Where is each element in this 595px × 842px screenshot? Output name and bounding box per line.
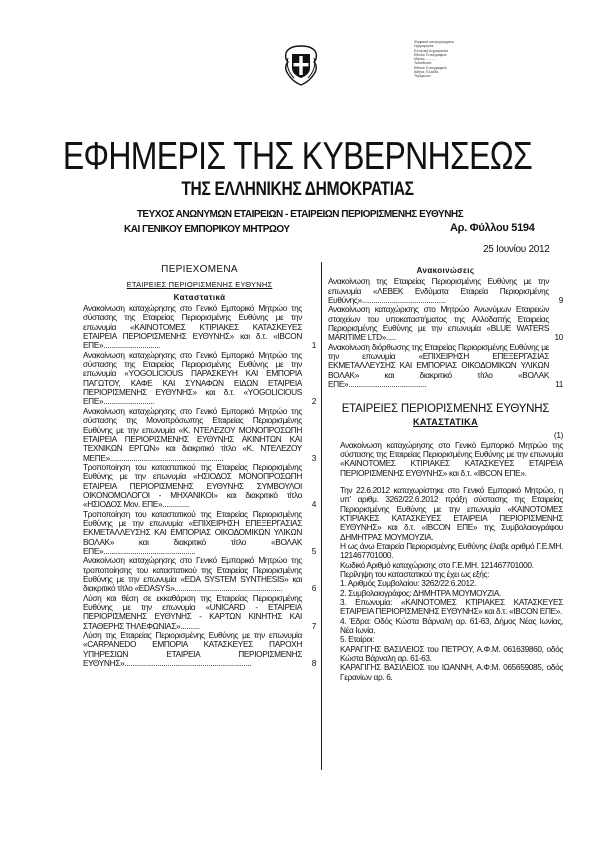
digital-signature-stamp — [414, 40, 460, 79]
body-list-item: 5. Εταίροι: — [340, 634, 375, 645]
entry-text: Ανακοίνωση καταχώρησης στο Γενικό Εμπορικό Μητρώο της τροποποίησης του καταστατικού της Εταιρείας Περιορισμένης Ευθύνης με την επωνυμία «EDA SYSTEM SYNTHESIS» και διακριτικό τίτλο «EDASYS»....................................................... — [83, 555, 302, 594]
main-column — [328, 266, 563, 682]
entry-text: Λύση της Εταιρείας Περιορισμένης Ευθύνης με την επωνυμία «CARPANEDO ΕΜΠΟΡΙΑ ΚΑΤΑΣΚΕΥΕΣ ΠΑΡΟΧΗ ΥΠΗΡΕΣΙΩΝ ΕΤΑΙΡΕΙΑ ΠΕΡΙΟΡΙΣΜΕΝΗΣ ΕΥΘΥΝΗΣ»................................................................. — [83, 630, 302, 669]
contents-entry[interactable] — [83, 351, 316, 407]
entry-page: 6 — [311, 583, 316, 594]
body-paragraph: Κωδικό Αριθμό καταχώρισης στο Γ.Ε.ΜΗ. 121467701000. — [340, 559, 534, 570]
body-list-item: 3. Επωνυμία: «ΚΑΙΝΟΤΟΜΕΣ ΚΤΙΡΙΑΚΕΣ ΚΑΤΑΣΚΕΥΕΣ ΕΤΑΙΡΕΙΑ ΠΕΡΙΟΡΙΣΜΕΝΗΣ ΕΥΘΥΝΗΣ» και δ.τ. «IBCON ΕΠΕ». — [340, 597, 563, 617]
contents-entry[interactable] — [83, 463, 316, 510]
stamp-line: Τοποθεσία: — [414, 61, 432, 66]
contents-entry[interactable] — [83, 510, 316, 557]
entry-text: Ανακοίνωση καταχώρισης στο Μητρώο Ανωνύμων Εταιρειών στοιχείων του υποκαταστήματος της Αλλοδαπής Εταιρείας Περιορισμένης Ευθύνης με την επωνυμία «BLUE WATERS MARITIME LTD»..... — [328, 304, 549, 343]
entry-page: 8 — [311, 658, 316, 669]
body-list-item: ΚΑΡΑΓΙΓΗΣ ΒΑΣΙΛΕΙΟΣ του ΠΕΤΡΟΥ, Α.Φ.Μ. 061639860, οδός Κώστα Βάρναλη αρ. 61-63. — [340, 643, 563, 664]
entry-text: Ανακοίνωση της Εταιρείας Περιορισμένης Ευθύνης με την επωνυμία «ΛΕΒΕΚ Ενδύματα Εταιρεία Περιορισμένης Ευθύνης»........................................... — [328, 276, 549, 306]
stamp-line: Ημερομηνία: — [414, 44, 435, 49]
contents-entry[interactable] — [83, 304, 316, 351]
stamp-line: Μήνας: .......... — [414, 57, 437, 62]
stamp-line: Αθήνα, Ελλάδα — [414, 70, 439, 75]
stamp-line: Εθνικό Τυπογραφείο — [414, 52, 447, 57]
contents-heading: ΠΕΡΙΕΧΟΜΕΝΑ — [161, 264, 238, 275]
entry-text: Ανακοίνωση διόρθωσης της Εταιρείας Περιορισμένης Ευθύνης με την επωνυμία «ΕΠΙΧΕΙΡΗΣΗ ΕΠΕΞΕΡΓΑΣΙΑΣ ΕΚΜΕΤΑΛΛΕΥΣΗΣ ΚΑΙ ΕΜΠΟΡΙΑΣ ΟΙΚΟΔΟΜΙΚΩΝ ΥΛΙΚΩΝ ΒΟΛΑΚ» και διακριτικό τίτλο «ΒΟΛΑΚ ΕΠΕ»........................................ — [328, 341, 549, 390]
body-section-heading: ΕΤΑΙΡΕΙΕΣ ΠΕΡΙΟΡΙΣΜΕΝΗΣ ΕΥΘΥΝΗΣ — [341, 403, 550, 416]
entry-page: 2 — [311, 396, 316, 407]
entry-text: Τροποποίηση του καταστατικού της Εταιρείας Περιορισμένης Ευθύνης με την επωνυμία «ΕΠΙΧΕΙΡΗΣΗ ΕΠΕΞΕΡΓΑΣΙΑΣ ΕΚΜΕΤΑΛΛΕΥΣΗΣ ΚΑΙ ΕΜΠΟΡΙΑΣ ΟΙΚΟΔΟΜΙΚΩΝ ΥΛΙΚΩΝ ΒΟΛΑΚ» και διακριτικό τίτλο «ΒΟΛΑΚ ΕΠΕ»............................................... — [83, 508, 302, 556]
entry-text: Ανακοίνωση καταχώρησης στο Γενικό Εμπορικό Μητρώο της σύστασης της Εταιρείας Περιορισμένης Ευθύνης με την επωνυμία «YOGOLICIOUS ΠΑΡΑΣΚΕΥΗ ΚΑΙ ΕΜΠΟΡΙΑ ΠΑΓΩΤΟΥ, ΚΑΦΕ ΚΑΙ ΣΥΝΑΦΩΝ ΕΙΔΩΝ ΕΤΑΙΡΕΙΑ ΠΕΡΙΟΡΙΣΜΕΝΗΣ ΕΥΘΥΝΗΣ» και δ.τ. «YOGOLICIOUS ΕΠΕ».......................... — [83, 349, 302, 407]
body-paragraph: Περίληψη του καταστατικού της έχει ως εξής: — [340, 568, 490, 579]
notice-number: (1) — [553, 430, 563, 441]
entry-page: 5 — [311, 545, 316, 556]
entry-text: Ανακοίνωση καταχώρησης στο Γενικό Εμπορικό Μητρώο της σύστασης της Εταιρείας Περιορισμένης Ευθύνης με την επωνυμία «ΚΑΙΝΟΤΟΜΕΣ ΚΤΙΡΙΑΚΕΣ ΚΑΤΑΣΚΕΥΕΣ ΕΤΑΙΡΕΙΑ ΠΕΡΙΟΡΙΣΜΕΝΗΣ ΕΥΘΥΝΗΣ» και δ.τ. «IBCON ΕΠΕ»............................. — [83, 303, 302, 351]
body-paragraph: Η ως άνω Εταιρεία Περιορισμένης Ευθύνης έλαβε αριθμό Γ.Ε.ΜΗ. 121467701000. — [340, 540, 563, 561]
entry-page: 9 — [558, 295, 563, 306]
stamp-line: Ψηφιακά υπογεγραμμένο — [414, 40, 455, 44]
series-line-2: ΚΑΙ ΓΕΝΙΚΟΥ ΕΜΠΟΡΙΚΟΥ ΜΗΤΡΩΟΥ — [124, 224, 290, 235]
contents-column — [83, 265, 316, 668]
entry-page: 11 — [555, 379, 563, 390]
contents-section: ΕΤΑΙΡΕΙΕΣ ΠΕΡΙΟΡΙΣΜΕΝΗΣ ΕΥΘΥΝΗΣ — [126, 280, 273, 290]
series-line-1: ΤΕΥΧΟΣ ΑΝΩΝΥΜΩΝ ΕΤΑΙΡΕΙΩΝ - ΕΤΑΙΡΕΙΩΝ ΠΕΡΙΟΡΙΣΜΕΝΗΣ ΕΥΘΥΝΗΣ — [136, 209, 464, 220]
announcements-heading: Ανακοινώσεις — [416, 266, 475, 275]
greek-coat-of-arms-icon — [282, 44, 320, 86]
gazette-subtitle: ΤΗΣ ΕΛΛΗΝΙΚΗΣ ΔΗΜΟΚΡΑΤΙΑΣ — [181, 179, 414, 200]
entry-text: Λύση και θέση σε εκκαθάριση της Εταιρείας Περιορισμένης Ευθύνης με την επωνυμία «UNICARD - ΕΤΑΙΡΕΙΑ ΠΕΡΙΟΡΙΣΜΕΝΗΣ ΕΥΘΥΝΗΣ - ΚΑΡΤΩΝ ΚΙΝΗΤΗΣ ΚΑΙ ΣΤΑΘΕΡΗΣ ΤΗΛΕΦΩΝΙΑΣ».......... — [83, 592, 302, 631]
announcement-entry[interactable] — [328, 277, 563, 305]
contents-entry[interactable] — [83, 407, 316, 463]
announcement-entry[interactable] — [328, 305, 563, 342]
body-list-item: ΚΑΡΑΓΙΓΗΣ ΒΑΣΙΛΕΙΟΣ του ΙΩΑΝΝΗ, Α.Φ.Μ. 065659085, οδός Γερανίων αρ. 6. — [340, 662, 563, 682]
issue-date: 25 Ιουνίου 2012 — [483, 244, 550, 255]
body-paragraph: Την 22.6.2012 καταχωρίστηκε στο Γενικό Εμπορικό Μητρώο, η υπ’ αριθμ. 3262/22.6.2012 πράξη σύστασης της Εταιρείας Περιορισμένης Ευθύνης με την επωνυμία «ΚΑΙΝΟΤΟΜΕΣ ΚΤΙΡΙΑΚΕΣ ΚΑΤΑΣΚΕΥΕΣ ΕΤΑΙΡΕΙΑ ΠΕΡΙΟΡΙΣΜΕΝΗΣ ΕΥΘΥΝΗΣ» και δ.τ. «IBCON ΕΠΕ» της Συμβολαιογράφου ΔΗΜΗΤΡΑΣ ΜΟΥΜΟΥΖΙΑ. — [340, 484, 563, 542]
body-list-item: 4. Έδρα: Οδός Κώστα Βάρναλη αρ. 61-63, Δήμος Νέας Ιωνίας, Νέα Ιωνία. — [340, 615, 563, 636]
contents-entry[interactable] — [83, 556, 316, 593]
stamp-line: Εθνικό Τυπογραφείο — [414, 65, 447, 70]
contents-entry[interactable] — [83, 594, 316, 631]
entry-page: 1 — [311, 340, 316, 351]
entry-page: 4 — [311, 499, 316, 510]
entry-page: 3 — [311, 452, 316, 463]
stamp-line: Τηλέφωνο: — [414, 74, 432, 79]
column-divider — [321, 262, 322, 770]
contents-subsection: Καταστατικά — [173, 292, 226, 302]
stamp-line: Ελληνική Δημοκρατία — [414, 48, 448, 53]
body-subsection-heading: ΚΑΤΑΣΤΑΤΙΚΑ — [413, 416, 478, 427]
announcement-entry[interactable] — [328, 343, 563, 390]
entry-page: 7 — [311, 620, 316, 631]
entry-text: Ανακοίνωση καταχώρησης στο Γενικό Εμπορικό Μητρώο της σύστασης της Μονοπρόσωπης Εταιρείας Περιορισμένης Ευθύνης με την επωνυμία «Κ. ΝΤΕΛΕΖΟΥ ΜΟΝΟΠΡΟΣΩΠΗ ΕΤΑΙΡΕΙΑ ΠΕΡΙΟΡΙΣΜΕΝΗΣ ΕΥΘΥΝΗΣ ΑΚΙΝΗΤΩΝ ΚΑΙ ΤΕΧΝΙΚΩΝ ΕΡΓΩΝ» και διακριτικό τίτλο «Κ. ΝΤΕΛΕΖΟΥ ΜΕΠΕ».......................................................... — [83, 405, 302, 463]
contents-entry[interactable] — [83, 631, 316, 668]
entry-text: Τροποποίηση του καταστατικού της Εταιρείας Περιορισμένης Ευθύνης με την επωνυμία «ΗΣΙΟΔΟΣ ΜΟΝΟΠΡΟΣΩΠΗ ΕΤΑΙΡΕΙΑ ΠΕΡΙΟΡΙΣΜΕΝΗΣ ΕΥΘΥΝΗΣ ΣΥΜΒΟΥΛΟΙ ΟΙΚΟΝΟΜΟΛΟΓΟΙ - ΜΗΧΑΝΙΚΟΙ» και διακριτικό τίτλο «ΗΣΙΟΔΟΣ Μον. ΕΠΕ».............. — [83, 461, 302, 510]
issue-number: Αρ. Φύλλου 5194 — [450, 222, 535, 234]
gazette-title: ΕΦΗΜΕΡΙΣ ΤΗΣ ΚΥΒΕΡΝΗΣΕΩΣ — [62, 135, 533, 178]
body-list-item: 2. Συμβολαιογράφος: ΔΗΜΗΤΡΑ ΜΟΥΜΟΥΖΙΑ. — [340, 587, 501, 598]
notice-title: Ανακοίνωση καταχώρησης στο Γενικό Εμπορικό Μητρώο της σύστασης της Εταιρείας Περιορισμένης Ευθύνης με την επωνυμία «ΚΑΙΝΟΤΟΜΕΣ ΚΤΙΡΙΑΚΕΣ ΚΑΤΑΣΚΕΥΕΣ ΕΤΑΙΡΕΙΑ ΠΕΡΙΟΡΙΣΜΕΝΗΣ ΕΥΘΥΝΗΣ» και δ.τ. «IBCON ΕΠΕ». — [340, 439, 563, 478]
entry-page: 10 — [554, 332, 563, 343]
body-list-item: 1. Αριθμός Συμβολαίου: 3262/22.6.2012. — [340, 578, 476, 589]
